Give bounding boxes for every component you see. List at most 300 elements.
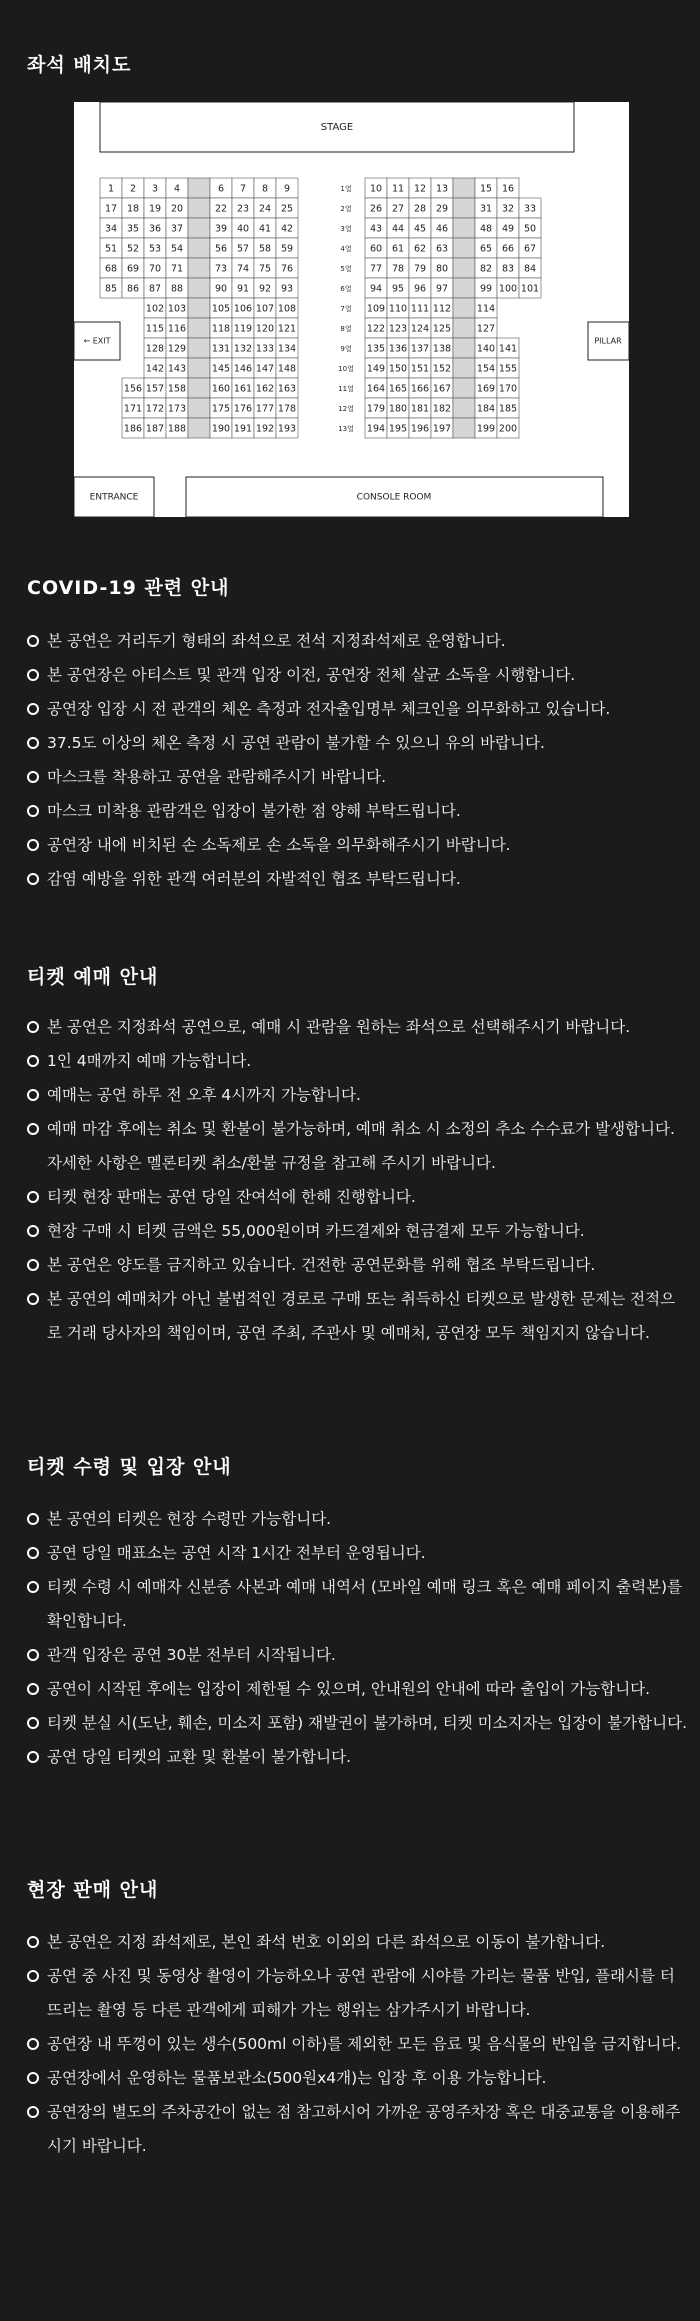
seat-number: 58 [258,243,272,255]
notice-item [27,2061,687,2095]
seat-number: 57 [236,243,250,255]
seat-number: 52 [126,243,140,255]
seat-number: 68 [104,263,118,275]
circle-bullet-icon [27,669,39,681]
notice-text: 공연 당일 티켓의 교환 및 환불이 불가합니다. [47,1748,352,1766]
aisle-cell [453,178,475,198]
seat-number: 160 [211,383,231,395]
notice-text: 본 공연은 거리두기 형태의 좌석으로 전석 지정좌석제로 운영합니다. [47,632,506,650]
seat-number: 19 [148,203,162,215]
notice-text: 본 공연은 지정좌석 공연으로, 예매 시 관람을 원하는 좌석으로 선택해주시기 바랍니다. [47,1018,631,1036]
seat-number: 11 [391,183,405,195]
row-label: 11열 [338,385,354,393]
seat-number: 194 [366,423,386,435]
seat-number: 165 [388,383,408,395]
seat-number: 162 [255,383,275,395]
seat-number: 20 [170,203,184,215]
seat-number: 15 [479,183,493,195]
circle-bullet-icon [27,1055,39,1067]
seat-number: 1 [107,183,115,195]
notice-text: 티켓 분실 시(도난, 훼손, 미소지 포함) 재발권이 불가하며, 티켓 미소지자는 입장이 불가합니다. [47,1714,688,1732]
circle-bullet-icon [27,1936,39,1948]
seat-number: 181 [410,403,430,415]
seating-map [74,102,629,517]
aisle-cell [188,198,210,218]
seat-number: 122 [366,323,386,335]
circle-bullet-icon [27,1751,39,1763]
seat-number: 97 [435,283,449,295]
console-room-label: CONSOLE ROOM [356,492,432,503]
covid-notice-list [27,624,687,896]
seat-number: 142 [145,363,165,375]
notice-item [27,624,687,658]
notice-item [27,1638,687,1672]
seat-number: 43 [369,223,383,235]
seat-number: 199 [476,423,496,435]
notice-text: 관객 입장은 공연 30분 전부터 시작됩니다. [47,1646,336,1664]
seat-number: 141 [498,343,518,355]
seat-number: 173 [167,403,187,415]
seat-number: 107 [255,303,275,315]
row-label: 6열 [340,285,352,293]
seat-number: 63 [435,243,449,255]
seat-number: 40 [236,223,250,235]
seat-number: 105 [211,303,231,315]
circle-bullet-icon [27,1293,39,1305]
pillar-label: PILLAR [594,336,622,346]
seat-number: 103 [167,303,187,315]
seat-number: 195 [388,423,408,435]
seat-number: 132 [233,343,253,355]
aisle-cell [188,258,210,278]
seat-number: 77 [369,263,383,275]
notice-item [27,1180,687,1214]
seat-number: 111 [410,303,430,315]
aisle-cell [453,398,475,418]
seat-number: 178 [277,403,297,415]
seat-number: 161 [233,383,253,395]
notice-item [27,1214,687,1248]
stage-label: STAGE [320,122,354,133]
notice-text: 마스크 미착용 관람객은 입장이 불가한 점 양해 부탁드립니다. [47,802,461,820]
seat-number: 136 [388,343,408,355]
seat-number: 56 [214,243,228,255]
seat-number: 61 [391,243,405,255]
seat-number: 152 [432,363,452,375]
seat-number: 75 [258,263,272,275]
seat-number: 164 [366,383,386,395]
seat-number: 146 [233,363,253,375]
seat-number: 49 [501,223,515,235]
notice-text: 본 공연의 예매처가 아닌 불법적인 경로로 구매 또는 취득하신 티켓으로 발생한 문제는 전적으로 거래 당사자의 책임이며, 공연 주최, 주관사 및 예매처, 공연장 모두 책임지지 않습니다. [47,1290,676,1342]
seat-number: 148 [277,363,297,375]
seating-map-svg [74,102,629,517]
seat-number: 193 [277,423,297,435]
seat-number: 85 [104,283,118,295]
seat-number: 26 [369,203,383,215]
seat-number: 32 [501,203,515,215]
seat-number: 90 [214,283,228,295]
aisle-cell [453,418,475,438]
seat-number: 4 [173,183,181,195]
seat-number: 42 [280,223,294,235]
seat-number: 108 [277,303,297,315]
circle-bullet-icon [27,805,39,817]
notice-text: 본 공연장은 아티스트 및 관객 입장 이전, 공연장 전체 살균 소독을 시행합니다. [47,666,576,684]
circle-bullet-icon [27,1225,39,1237]
seat-number: 170 [498,383,518,395]
aisle-cell [453,378,475,398]
seat-number: 172 [145,403,165,415]
seat-number: 158 [167,383,187,395]
seat-number: 131 [211,343,231,355]
seat-number: 128 [145,343,165,355]
aisle-cell [188,298,210,318]
seat-number: 84 [523,263,537,275]
notice-text: 공연장 내에 비치된 손 소독제로 손 소독을 의무화해주시기 바랍니다. [47,836,511,854]
aisle-cell [453,298,475,318]
circle-bullet-icon [27,1021,39,1033]
seat-number: 86 [126,283,140,295]
seat-number: 9 [283,183,291,195]
notice-text: 감염 예방을 위한 관객 여러분의 자발적인 협조 부탁드립니다. [47,870,461,888]
seat-number: 127 [476,323,496,335]
seat-number: 114 [476,303,496,315]
seat-number: 112 [432,303,452,315]
ticket-booking-list [27,1010,687,1350]
notice-item [27,1010,687,1044]
notice-item [27,862,687,896]
seat-number: 16 [501,183,515,195]
circle-bullet-icon [27,703,39,715]
seat-number: 143 [167,363,187,375]
notice-item [27,1502,687,1536]
seat-number: 134 [277,343,297,355]
seat-number: 110 [388,303,408,315]
aisle-cell [188,338,210,358]
seat-number: 179 [366,403,386,415]
notice-text: 공연이 시작된 후에는 입장이 제한될 수 있으며, 안내원의 안내에 따라 출입이 가능합니다. [47,1680,651,1698]
seat-number: 69 [126,263,140,275]
circle-bullet-icon [27,1089,39,1101]
seat-number: 180 [388,403,408,415]
row-label: 1열 [340,185,352,193]
seat-number: 59 [280,243,294,255]
seat-number: 120 [255,323,275,335]
seat-number: 34 [104,223,118,235]
seat-number: 74 [236,263,250,275]
exit-label: ← EXIT [83,336,111,346]
seat-number: 41 [258,223,272,235]
notice-text: 공연 당일 매표소는 공연 시작 1시간 전부터 운영됩니다. [47,1544,426,1562]
seat-number: 186 [123,423,143,435]
row-label: 9열 [340,345,352,353]
notice-item [27,692,687,726]
circle-bullet-icon [27,771,39,783]
circle-bullet-icon [27,1970,39,1982]
notice-text: 본 공연은 양도를 금지하고 있습니다. 건전한 공연문화를 위해 협조 부탁드립니다. [47,1256,596,1274]
seat-number: 125 [432,323,452,335]
seat-number: 182 [432,403,452,415]
seat-number: 8 [261,183,269,195]
notice-item [27,828,687,862]
seat-number: 23 [236,203,250,215]
seat-number: 102 [145,303,165,315]
aisle-cell [453,198,475,218]
seat-number: 24 [258,203,272,215]
seat-number: 10 [369,183,383,195]
seat-number: 166 [410,383,430,395]
circle-bullet-icon [27,1259,39,1271]
seat-number: 133 [255,343,275,355]
aisle-cell [188,418,210,438]
notice-item [27,1672,687,1706]
seat-number: 93 [280,283,294,295]
seat-number: 184 [476,403,496,415]
notice-item [27,760,687,794]
notice-item [27,1925,687,1959]
seat-number: 7 [239,183,247,195]
seat-number: 88 [170,283,184,295]
notice-text: 마스크를 착용하고 공연을 관람해주시기 바랍니다. [47,768,387,786]
notice-item [27,1282,687,1350]
notice-text: 티켓 현장 판매는 공연 당일 잔여석에 한해 진행합니다. [47,1188,416,1206]
seat-number: 150 [388,363,408,375]
seat-number: 65 [479,243,493,255]
notice-text: 본 공연의 티켓은 현장 수령만 가능합니다. [47,1510,332,1528]
notice-item [27,1112,687,1180]
seat-number: 79 [413,263,427,275]
seat-number: 29 [435,203,449,215]
seat-number: 154 [476,363,496,375]
circle-bullet-icon [27,1683,39,1695]
seat-number: 137 [410,343,430,355]
row-label: 2열 [340,205,352,213]
seat-number: 192 [255,423,275,435]
seat-number: 66 [501,243,515,255]
seat-number: 99 [479,283,493,295]
notice-text: 공연장 내 뚜껑이 있는 생수(500ml 이하)를 제외한 모든 음료 및 음식물의 반입을 금지합니다. [47,2035,682,2053]
seat-number: 53 [148,243,162,255]
notice-item [27,1706,687,1740]
seat-number: 101 [520,283,540,295]
seat-number: 119 [233,323,253,335]
seat-number: 39 [214,223,228,235]
circle-bullet-icon [27,1581,39,1593]
circle-bullet-icon [27,839,39,851]
seat-number: 155 [498,363,518,375]
seat-number: 46 [435,223,449,235]
aisle-cell [188,398,210,418]
aisle-cell [188,378,210,398]
aisle-cell [188,238,210,258]
aisle-cell [453,218,475,238]
seat-number: 51 [104,243,118,255]
row-label: 3열 [340,225,352,233]
seat-number: 115 [145,323,165,335]
notice-item [27,1078,687,1112]
seat-number: 176 [233,403,253,415]
ticket-booking-title: 티켓 예매 안내 [27,966,159,988]
notice-item [27,794,687,828]
seat-number: 96 [413,283,427,295]
seat-number: 200 [498,423,518,435]
notice-text: 예매는 공연 하루 전 오후 4시까지 가능합니다. [47,1086,361,1104]
row-label: 12열 [338,405,354,413]
notice-item [27,2027,687,2061]
notice-item [27,2095,687,2163]
seat-number: 121 [277,323,297,335]
circle-bullet-icon [27,635,39,647]
aisle-cell [188,278,210,298]
seat-number: 2 [129,183,137,195]
aisle-cell [453,358,475,378]
seat-number: 156 [123,383,143,395]
covid-title: COVID-19 관련 안내 [27,577,230,599]
circle-bullet-icon [27,1123,39,1135]
onsite-sales-title: 현장 판매 안내 [27,1879,159,1901]
aisle-cell [453,238,475,258]
seat-number: 177 [255,403,275,415]
row-label: 7열 [340,305,352,313]
seat-number: 157 [145,383,165,395]
seat-number: 50 [523,223,537,235]
notice-item [27,1044,687,1078]
seat-number: 147 [255,363,275,375]
circle-bullet-icon [27,1547,39,1559]
seat-number: 60 [369,243,383,255]
circle-bullet-icon [27,1649,39,1661]
seat-number: 37 [170,223,184,235]
aisle-cell [453,318,475,338]
row-label: 13열 [338,425,354,433]
notice-text: 공연장에서 운영하는 물품보관소(500원x4개)는 입장 후 이용 가능합니다. [47,2069,547,2087]
seat-number: 78 [391,263,405,275]
notice-text: 티켓 수령 시 예매자 신분증 사본과 예매 내역서 (모바일 예매 링크 혹은 예매 페이지 출력본)를 확인합니다. [47,1578,683,1630]
seat-number: 80 [435,263,449,275]
seat-number: 35 [126,223,140,235]
aisle-cell [188,318,210,338]
circle-bullet-icon [27,1513,39,1525]
seat-number: 91 [236,283,250,295]
seat-number: 171 [123,403,143,415]
seat-number: 36 [148,223,162,235]
row-label: 8열 [340,325,352,333]
seat-number: 13 [435,183,449,195]
notice-item [27,726,687,760]
aisle-cell [188,218,210,238]
circle-bullet-icon [27,873,39,885]
seat-number: 196 [410,423,430,435]
seat-number: 48 [479,223,493,235]
aisle-cell [453,258,475,278]
seat-number: 123 [388,323,408,335]
seat-number: 191 [233,423,253,435]
seat-number: 70 [148,263,162,275]
seat-number: 18 [126,203,140,215]
seat-number: 188 [167,423,187,435]
notice-item [27,1536,687,1570]
seat-number: 82 [479,263,493,275]
notice-item [27,1248,687,1282]
notice-text: 본 공연은 지정 좌석제로, 본인 좌석 번호 이외의 다른 좌석으로 이동이 불가합니다. [47,1933,606,1951]
seat-number: 145 [211,363,231,375]
seat-number: 95 [391,283,405,295]
seat-number: 45 [413,223,427,235]
seat-number: 135 [366,343,386,355]
notice-text: 1인 4매까지 예매 가능합니다. [47,1052,252,1070]
seat-number: 3 [151,183,159,195]
notice-text: 37.5도 이상의 체온 측정 시 공연 관람이 불가할 수 있으니 유의 바랍니다. [47,734,545,752]
seat-number: 140 [476,343,496,355]
row-label: 5열 [340,265,352,273]
aisle-cell [188,358,210,378]
notice-text: 현장 구매 시 티켓 금액은 55,000원이며 카드결제와 현금결제 모두 가능합니다. [47,1222,585,1240]
notice-text: 공연장의 별도의 주차공간이 없는 점 참고하시어 가까운 공영주차장 혹은 대중교통을 이용해주시기 바랍니다. [47,2103,681,2155]
seat-number: 28 [413,203,427,215]
seat-number: 167 [432,383,452,395]
seat-number: 106 [233,303,253,315]
seat-number: 149 [366,363,386,375]
seating-title: 좌석 배치도 [27,54,132,76]
seat-number: 67 [523,243,537,255]
notice-text: 공연장 입장 시 전 관객의 체온 측정과 전자출입명부 체크인을 의무화하고 있습니다. [47,700,611,718]
notice-item [27,658,687,692]
seat-number: 92 [258,283,272,295]
seat-number: 54 [170,243,184,255]
entrance-label: ENTRANCE [89,492,139,503]
row-label: 10열 [338,365,354,373]
seat-number: 31 [479,203,493,215]
row-label: 4열 [340,245,352,253]
seat-number: 87 [148,283,162,295]
seat-number: 138 [432,343,452,355]
seat-number: 94 [369,283,383,295]
seat-number: 190 [211,423,231,435]
notice-item [27,1570,687,1638]
seat-number: 17 [104,203,118,215]
seat-number: 100 [498,283,518,295]
seat-number: 71 [170,263,184,275]
seat-number: 185 [498,403,518,415]
notice-text: 공연 중 사진 및 동영상 촬영이 가능하오나 공연 관람에 시야를 가리는 물품 반입, 플래시를 터뜨리는 촬영 등 다른 관객에게 피해가 가는 행위는 삼가주시기 바랍니다. [47,1967,675,2019]
seat-number: 6 [217,183,225,195]
seat-number: 116 [167,323,187,335]
seat-number: 175 [211,403,231,415]
aisle-cell [188,178,210,198]
seat-number: 169 [476,383,496,395]
notice-item [27,1740,687,1774]
seat-number: 151 [410,363,430,375]
aisle-cell [453,338,475,358]
circle-bullet-icon [27,1717,39,1729]
circle-bullet-icon [27,2072,39,2084]
seat-number: 109 [366,303,386,315]
seat-number: 12 [413,183,427,195]
seat-number: 83 [501,263,515,275]
seat-number: 27 [391,203,405,215]
circle-bullet-icon [27,1191,39,1203]
onsite-sales-list [27,1925,687,2163]
seat-number: 73 [214,263,228,275]
aisle-cell [453,278,475,298]
seat-number: 76 [280,263,294,275]
seat-number: 62 [413,243,427,255]
seat-number: 22 [214,203,228,215]
ticket-entry-list [27,1502,687,1774]
seat-number: 33 [523,203,537,215]
circle-bullet-icon [27,2038,39,2050]
